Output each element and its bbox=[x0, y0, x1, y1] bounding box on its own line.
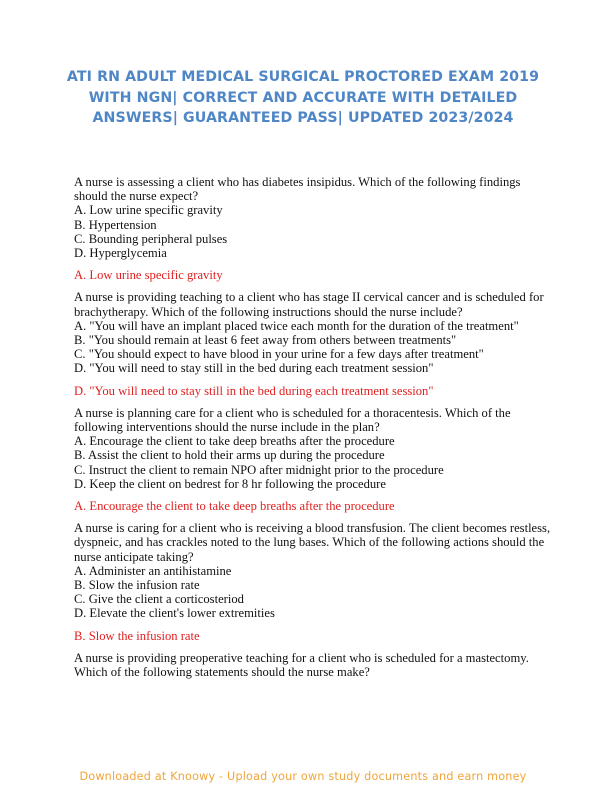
correct-answer: B. Slow the infusion rate bbox=[74, 628, 200, 643]
option-c: C. Give the client a corticosteriod bbox=[74, 592, 244, 607]
question-4 bbox=[74, 521, 554, 643]
option-d: D. "You will need to stay still in the bed during each treatment session" bbox=[74, 361, 434, 376]
title-line-3: ANSWERS| GUARANTEED PASS| UPDATED 2023/2024 bbox=[92, 110, 514, 126]
title-line-1: ATI RN ADULT MEDICAL SURGICAL PROCTORED EXAM 2019 bbox=[66, 69, 540, 85]
correct-answer: A. Encourage the client to take deep breaths after the procedure bbox=[74, 499, 395, 514]
option-d: D. Elevate the client's lower extremities bbox=[74, 606, 275, 621]
option-c: C. Instruct the client to remain NPO after midnight prior to the procedure bbox=[74, 462, 444, 477]
option-d: D. Hyperglycemia bbox=[74, 246, 167, 261]
option-a: A. Encourage the client to take deep breaths after the procedure bbox=[74, 434, 395, 449]
question-stem: A nurse is providing preoperative teaching for a client who is scheduled for a mastectomy. Which of the following statements should the nurse make? bbox=[74, 650, 529, 680]
question-stem: A nurse is planning care for a client who is scheduled for a thoracentesis. Which of the following interventions should the nurse include in the plan? bbox=[74, 405, 511, 435]
download-footer: Downloaded at Knoowy - Upload your own study documents and earn money bbox=[79, 770, 527, 783]
option-d: D. Keep the client on bedrest for 8 hr following the procedure bbox=[74, 476, 386, 491]
question-stem: A nurse is caring for a client who is receiving a blood transfusion. The client becomes restless, dyspneic, and has crackles noted to the lung bases. Which of the following actions should the nurse anticipate taking? bbox=[74, 521, 551, 564]
question-3 bbox=[74, 406, 554, 513]
question-2 bbox=[74, 290, 554, 397]
option-a: A. Administer an antihistamine bbox=[74, 563, 232, 578]
option-a: A. Low urine specific gravity bbox=[74, 203, 223, 218]
title-line-2: WITH NGN| CORRECT AND ACCURATE WITH DETAILED bbox=[88, 89, 518, 106]
correct-answer: D. "You will need to stay still in the bed during each treatment session" bbox=[74, 383, 434, 398]
question-5 bbox=[74, 651, 554, 679]
page-title bbox=[60, 67, 546, 129]
option-a: A. "You will have an implant placed twice each month for the duration of the treatment" bbox=[74, 318, 519, 333]
option-b: B. Hypertension bbox=[74, 217, 157, 232]
question-stem: A nurse is assessing a client who has diabetes insipidus. Which of the following findings should the nurse expect? bbox=[74, 175, 521, 204]
question-1 bbox=[74, 175, 554, 282]
question-list bbox=[74, 175, 554, 685]
question-stem: A nurse is providing teaching to a client who has stage II cervical cancer and is scheduled for brachytherapy. Which of the following instructions should the nurse include? bbox=[74, 290, 544, 319]
option-b: B. Slow the infusion rate bbox=[74, 578, 200, 593]
option-c: C. "You should expect to have blood in your urine for a few days after treatment" bbox=[74, 347, 484, 362]
option-c: C. Bounding peripheral pulses bbox=[74, 231, 228, 246]
correct-answer: A. Low urine specific gravity bbox=[74, 268, 223, 283]
option-b: B. Assist the client to hold their arms up during the procedure bbox=[74, 448, 385, 463]
option-b: B. "You should remain at least 6 feet away from others between treatments" bbox=[74, 333, 457, 348]
